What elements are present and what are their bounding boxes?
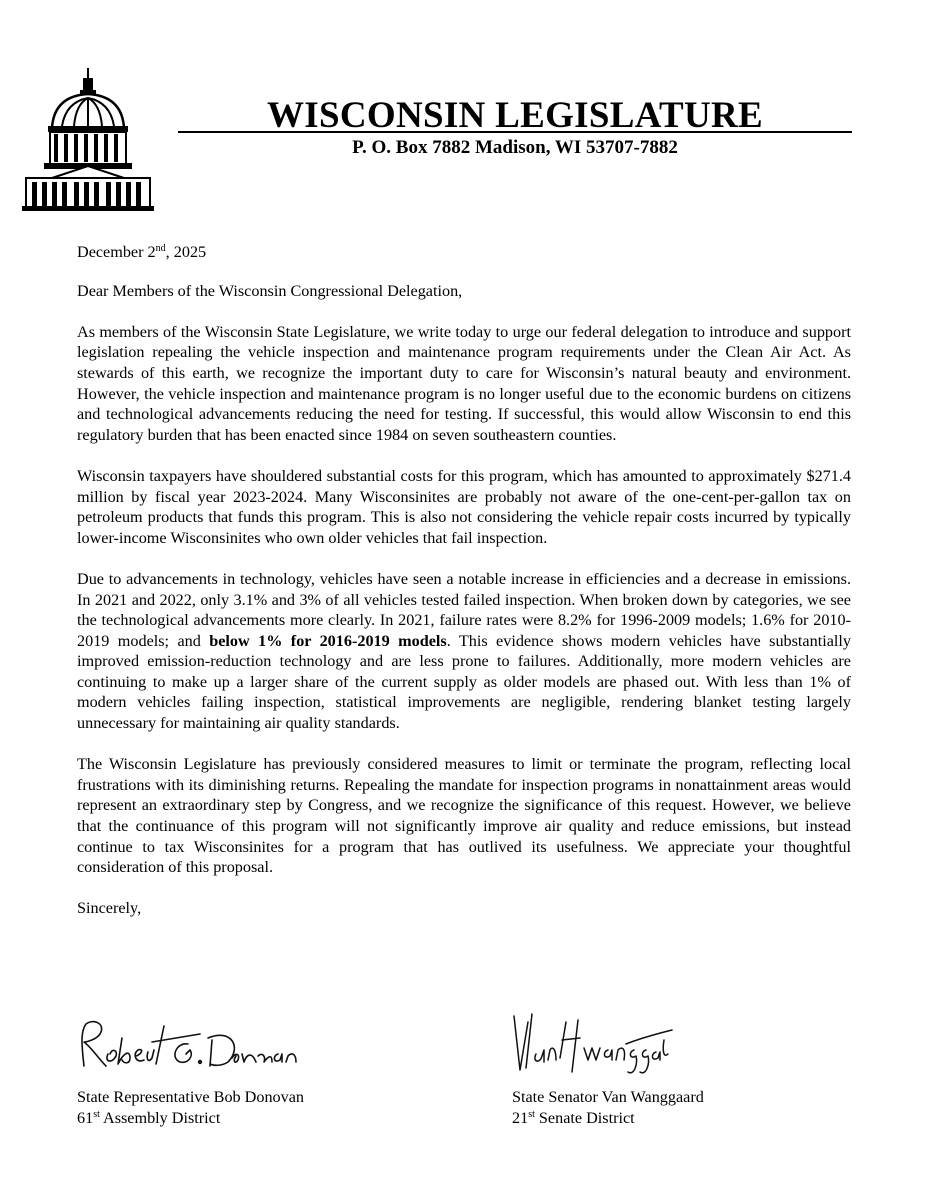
mailing-address: P. O. Box 7882 Madison, WI 53707-7882 xyxy=(352,137,678,158)
signer-name: State Representative Bob Donovan xyxy=(77,1088,305,1106)
bold-emphasis: below 1% for 2016-2019 models xyxy=(209,631,447,650)
letter-date: December 2nd, 2025 xyxy=(77,243,207,261)
paragraph-4: The Wisconsin Legislature has previously considered measures to limit or terminate the program, reflecting local frustrations with its diminishing returns. Repealing the mandate for inspection programs in nonattainment areas would represent an extraordinary step by Congress, and we recognize the significance of this request. However, we believe that the continuance of this program will not significantly improve air quality and reduce emissions, but instead continue to tax Wisconsinites for a program that has outlived its usefulness. We appreciate your thoughtful consideration of this proposal. xyxy=(77,755,851,877)
letterhead xyxy=(0,0,927,230)
legislature-title: WISCONSIN LEGISLATURE xyxy=(266,95,763,136)
signer-district: 21st Senate District xyxy=(512,1108,635,1127)
salutation: Dear Members of the Wisconsin Congressional Delegation, xyxy=(77,281,463,300)
signer-district: 61st Assembly District xyxy=(77,1108,221,1127)
paragraph-1: As members of the Wisconsin State Legislature, we write today to urge our federal delegation to introduce and support legislation repealing the vehicle inspection and maintenance program requirements under the Clean Air Act. As stewards of this earth, we recognize the important duty to care for Wisconsin’s natural beauty and environment. However, the vehicle inspection and maintenance program is no longer useful due to the economic burdens on citizens and technological advancements reducing the need for testing. If successful, this would allow Wisconsin to end this regulatory burden that has been enacted since 1984 on seven southeastern counties. xyxy=(77,322,851,444)
signer-name: State Senator Van Wanggaard xyxy=(512,1088,704,1106)
signer-donovan xyxy=(77,1087,304,1128)
paragraph-2: Wisconsin taxpayers have shouldered substantial costs for this program, which has amounted to approximately $271.4 million by fiscal year 2023-2024. Many Wisconsinites are probably not aware of the one-cent-per-gallon tax on petroleum products that funds this program. This is also not considering the vehicle repair costs incurred by typically lower-income Wisconsinites who own older vehicles that fail inspection. xyxy=(77,466,851,547)
signature-wanggaard xyxy=(506,1010,676,1080)
capitol-dome-logo xyxy=(22,66,154,212)
closing: Sincerely, xyxy=(77,899,142,918)
signer-wanggaard xyxy=(512,1087,704,1128)
letter-body xyxy=(77,242,851,940)
signature-donovan xyxy=(72,1018,312,1074)
paragraph-3: Due to advancements in technology, vehicles have seen a notable increase in efficiencies and a decrease in emissions. In 2021 and 2022, only 3.1% and 3% of all vehicles tested failed inspection. When broken down by categories, we see the technological advancements more clearly. In 2021, failure rates were 8.2% for 1996-2009 models; 1.6% for 2010-2019 models; and below 1% for 2016-2019 models. This evidence shows modern vehicles have substantially improved emission-reduction technology and are less prone to failures. Additionally, more modern vehicles are continuing to make up a larger share of the current supply as older models are phased out. With less than 1% of modern vehicles failing inspection, statistical improvements are negligible, rendering blanket testing largely unnecessary for maintaining air quality standards. xyxy=(77,569,851,733)
letterhead-rule xyxy=(178,131,852,133)
